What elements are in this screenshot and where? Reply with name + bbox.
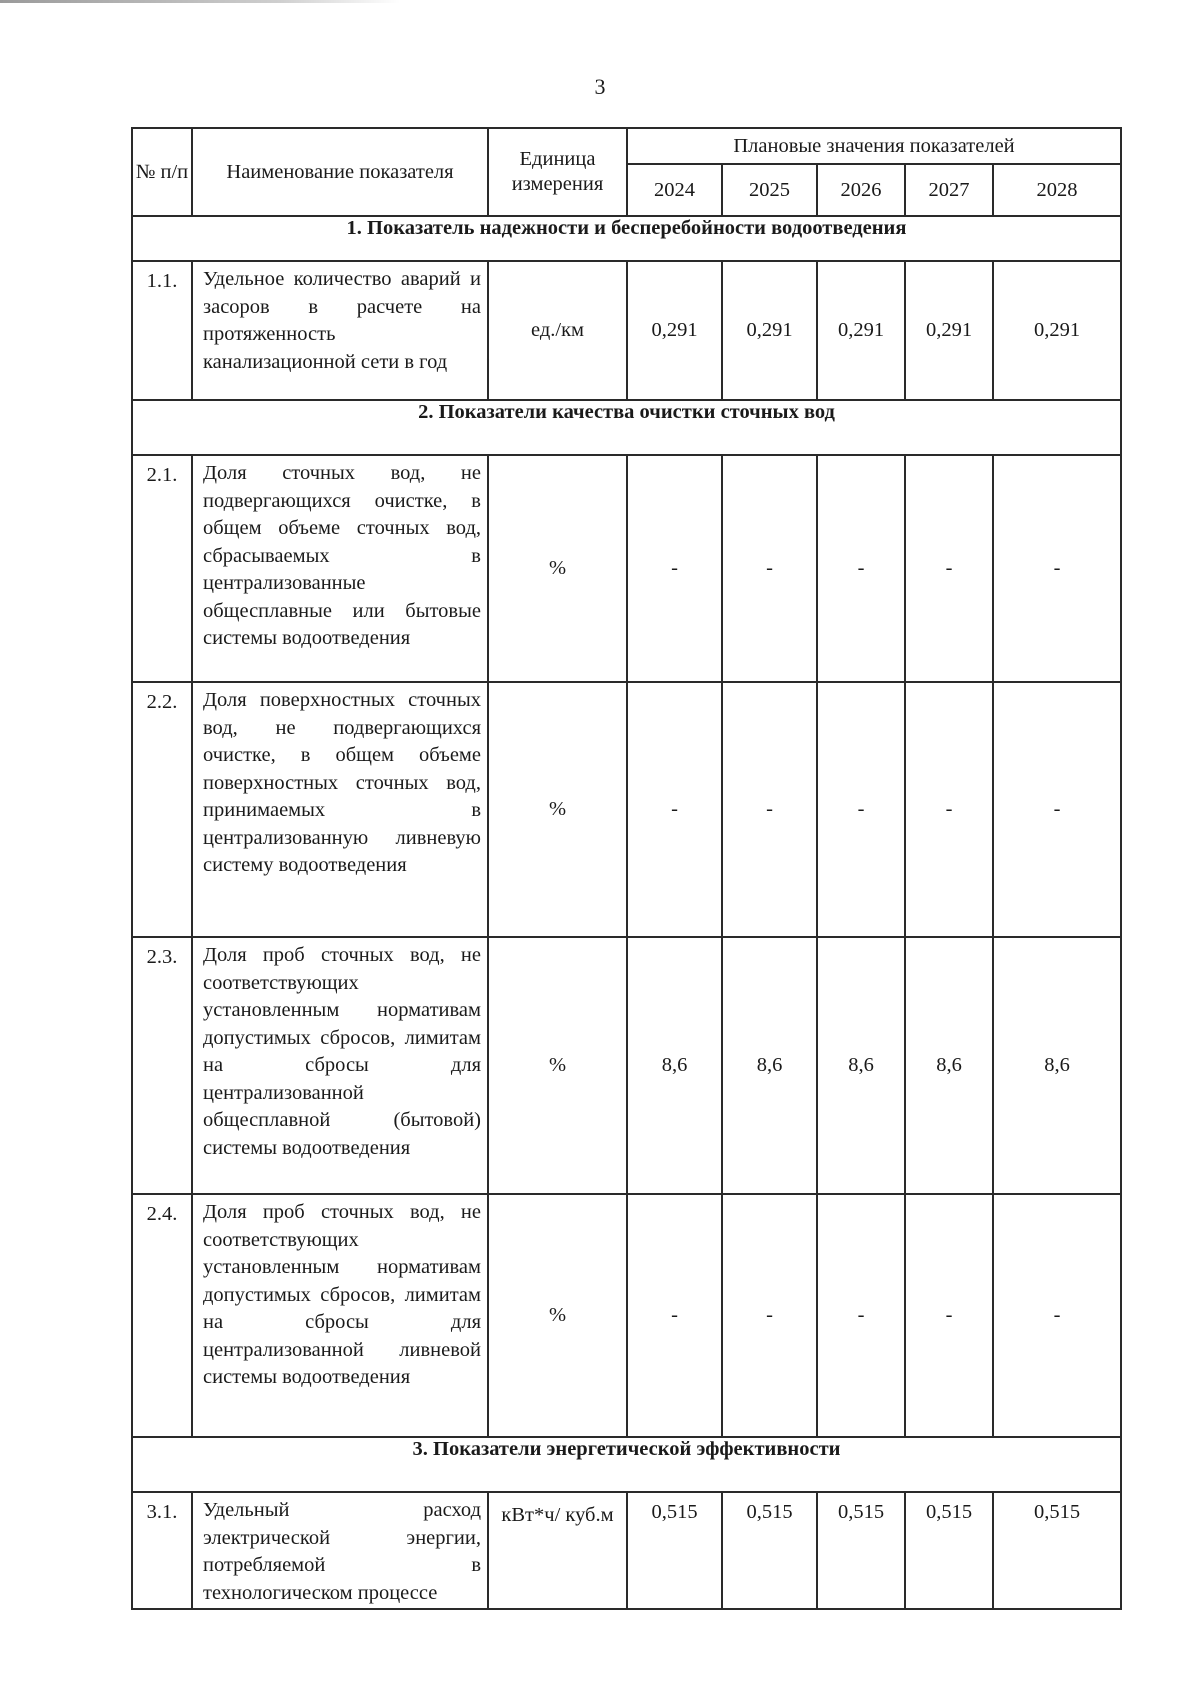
- value-cell: 8,6: [993, 937, 1121, 1194]
- value-cell: -: [627, 682, 722, 937]
- unit-cell: %: [488, 1194, 627, 1437]
- value-cell: 0,515: [993, 1492, 1121, 1609]
- indicator-name: Доля сточных вод, не подвергающихся очистке, в общем объеме сточных вод, сбрасываемых в централизованные общесплавные или бытовые системы водоотведения: [192, 455, 488, 682]
- unit-cell: %: [488, 682, 627, 937]
- header-year: 2026: [817, 164, 905, 216]
- value-cell: -: [905, 682, 993, 937]
- value-cell: -: [905, 1194, 993, 1437]
- indicator-name: Доля проб сточных вод, не соответствующих установленным нормативам допустимых сбросов, лимитам на сбросы для централизованной общесплавной (бытовой) системы водоотведения: [192, 937, 488, 1194]
- indicator-name: Доля проб сточных вод, не соответствующих установленным нормативам допустимых сбросов, лимитам на сбросы для централизованной ливневой системы водоотведения: [192, 1194, 488, 1437]
- section-title: 1. Показатель надежности и бесперебойности водоотведения: [132, 216, 1121, 261]
- indicators-table: [131, 127, 1122, 1610]
- table-row: [132, 937, 1121, 1194]
- unit-cell: кВт*ч/ куб.м: [488, 1492, 627, 1609]
- row-number: 2.1.: [132, 455, 192, 682]
- value-cell: 8,6: [722, 937, 817, 1194]
- indicator-name: Доля поверхностных сточных вод, не подвергающихся очистке, в общем объеме поверхностных сточных вод, принимаемых в централизованную ливневую систему водоотведения: [192, 682, 488, 937]
- header-name: Наименование показателя: [192, 128, 488, 216]
- value-cell: -: [993, 682, 1121, 937]
- value-cell: 8,6: [627, 937, 722, 1194]
- header-year: 2025: [722, 164, 817, 216]
- value-cell: 0,291: [627, 261, 722, 400]
- scan-edge-mark: [0, 0, 400, 3]
- header-number: № п/п: [132, 128, 192, 216]
- page-number: 3: [594, 74, 606, 99]
- row-number: 2.2.: [132, 682, 192, 937]
- value-cell: 8,6: [905, 937, 993, 1194]
- header-year: 2024: [627, 164, 722, 216]
- value-cell: -: [993, 1194, 1121, 1437]
- value-cell: 0,291: [722, 261, 817, 400]
- header-unit: Единица измерения: [488, 128, 627, 216]
- value-cell: 0,515: [627, 1492, 722, 1609]
- value-cell: 0,291: [993, 261, 1121, 400]
- value-cell: -: [627, 455, 722, 682]
- table-row: [132, 1194, 1121, 1437]
- indicator-name: Удельный расход электрической энергии, потребляемой в технологическом процессе: [192, 1492, 488, 1609]
- row-number: 2.4.: [132, 1194, 192, 1437]
- value-cell: -: [817, 1194, 905, 1437]
- value-cell: -: [627, 1194, 722, 1437]
- table-row: [132, 682, 1121, 937]
- value-cell: -: [905, 455, 993, 682]
- table-row: [132, 261, 1121, 400]
- row-number: 1.1.: [132, 261, 192, 400]
- header-year: 2028: [993, 164, 1121, 216]
- unit-cell: ед./км: [488, 261, 627, 400]
- value-cell: 0,515: [722, 1492, 817, 1609]
- section-title: 2. Показатели качества очистки сточных вод: [132, 400, 1121, 455]
- table-row: [132, 1492, 1121, 1609]
- value-cell: 0,515: [817, 1492, 905, 1609]
- value-cell: -: [722, 455, 817, 682]
- header-year: 2027: [905, 164, 993, 216]
- indicator-name: Удельное количество аварий и засоров в расчете на протяженность канализационной сети в год: [192, 261, 488, 400]
- value-cell: 0,515: [905, 1492, 993, 1609]
- unit-cell: %: [488, 937, 627, 1194]
- value-cell: 8,6: [817, 937, 905, 1194]
- header-planned-values: Плановые значения показателей: [627, 128, 1121, 164]
- row-number: 2.3.: [132, 937, 192, 1194]
- value-cell: 0,291: [817, 261, 905, 400]
- section-row: [132, 1437, 1121, 1492]
- row-number: 3.1.: [132, 1492, 192, 1609]
- table-row: [132, 455, 1121, 682]
- value-cell: -: [722, 682, 817, 937]
- value-cell: -: [817, 455, 905, 682]
- section-row: [132, 400, 1121, 455]
- value-cell: -: [722, 1194, 817, 1437]
- value-cell: 0,291: [905, 261, 993, 400]
- value-cell: -: [993, 455, 1121, 682]
- unit-cell: %: [488, 455, 627, 682]
- section-title: 3. Показатели энергетической эффективности: [132, 1437, 1121, 1492]
- section-row: [132, 216, 1121, 261]
- header-row: [132, 128, 1121, 164]
- value-cell: -: [817, 682, 905, 937]
